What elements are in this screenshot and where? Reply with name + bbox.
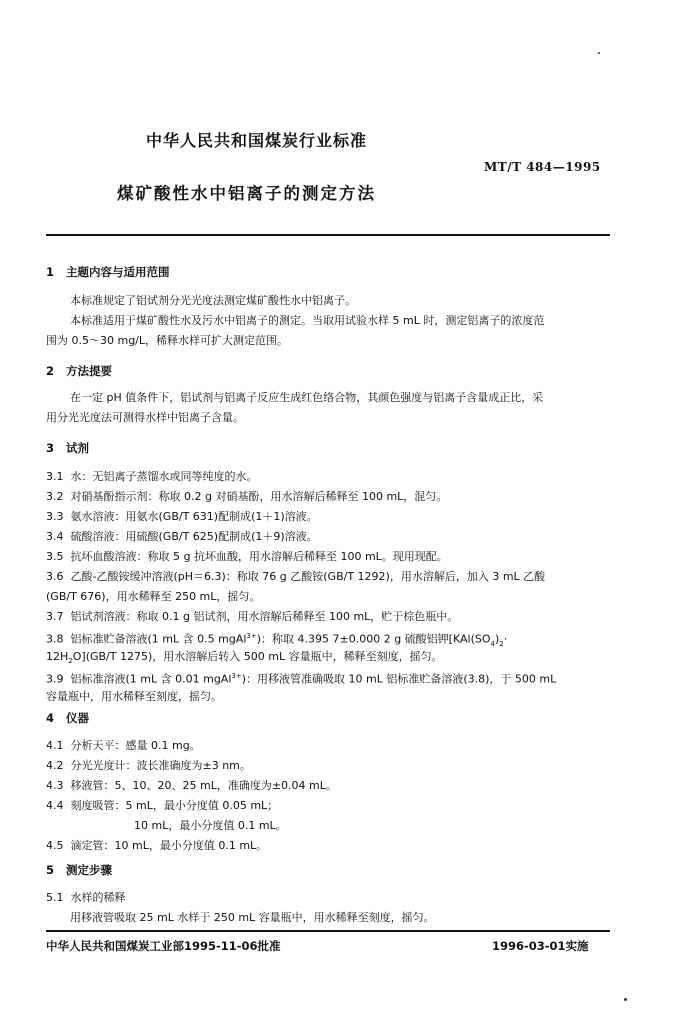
footer-rule	[46, 930, 610, 932]
clause-3-8-cont	[46, 649, 443, 669]
effective-date: 1996-03-01实施	[492, 939, 589, 953]
paragraph-cont: 用分光光度法可测得水样中铝离子含量。	[46, 411, 244, 424]
clause-number: 4.1	[46, 739, 64, 752]
clause-4-3	[46, 778, 337, 793]
clause-text: 水样的稀释	[70, 891, 126, 904]
clause-number: 3.1	[46, 470, 64, 483]
clause-text: 分光光度计：波长准确度为±3 nm。	[70, 759, 251, 772]
clause-number: 3.8	[46, 632, 64, 646]
section-number: 5	[46, 863, 55, 877]
clause-number: 4.2	[46, 759, 64, 772]
paragraph-cont: 围为 0.5～30 mg/L，稀释水样可扩大测定范围。	[46, 334, 289, 347]
clause-3-7	[46, 609, 458, 624]
section-number: 1	[46, 265, 55, 279]
clause-3-1	[46, 469, 258, 484]
clause-number: 5.1	[46, 891, 64, 904]
superscript: 3+	[231, 672, 242, 680]
clause-text: )：用移液管准确吸取 10 mL 铝标准贮备溶液(3.8)，于 500 mL	[241, 672, 557, 686]
section-title: 试剂	[66, 441, 90, 455]
superscript: 3+	[246, 632, 257, 640]
clause-number: 4.4	[46, 799, 64, 812]
clause-text: 铝标准溶液(1 mL 含 0.01 mgAl	[70, 672, 232, 686]
clause-text: 抗坏血酸溶液：称取 5 g 抗坏血酸，用水溶解后稀释至 100 mL。现用现配。	[70, 550, 448, 563]
clause-number: 3.2	[46, 490, 64, 503]
section-number: 2	[46, 364, 55, 378]
section-title: 测定步骤	[66, 863, 113, 877]
clause-text: 乙酸-乙酸铵缓冲溶液(pH＝6.3)：称取 76 g 乙酸铵(GB/T 1292)，用水溶解后，加入 3 mL 乙酸	[70, 570, 546, 583]
clause-text: 12H	[46, 650, 69, 663]
clause-text: 氨水溶液：用氨水(GB/T 631)配制成(1＋1)溶液。	[70, 510, 318, 523]
clause-3-5	[46, 549, 448, 564]
section-number: 3	[46, 441, 55, 455]
paragraph: 本标准规定了铝试剂分光光度法测定煤矿酸性水中铝离子。	[70, 294, 356, 307]
scan-speck	[598, 52, 600, 54]
clause-text: O](GB/T 1275)，用水溶解后转入 500 mL 容量瓶中，稀释至刻度，摇匀。	[72, 650, 443, 663]
paragraph: 在一定 pH 值条件下，铝试剂与铝离子反应生成红色络合物，其颜色强度与铝离子含量成正比，采	[70, 391, 544, 404]
clause-3-6	[46, 569, 545, 584]
clause-3-2	[46, 489, 447, 504]
clause-text: 分析天平：感量 0.1 mg。	[70, 739, 201, 752]
section-3-heading	[46, 440, 89, 456]
section-1-heading	[46, 264, 170, 280]
clause-number: 3.5	[46, 550, 64, 563]
clause-3-9-cont: 容量瓶中，用水稀释至刻度，摇匀。	[46, 690, 222, 703]
clause-3-9	[46, 669, 556, 687]
clause-number: 3.9	[46, 672, 64, 686]
clause-text: 硫酸溶液：用硫酸(GB/T 625)配制成(1＋9)溶液。	[70, 530, 318, 543]
clause-number: 4.3	[46, 779, 64, 792]
header-rule	[46, 234, 610, 236]
clause-3-6-cont: (GB/T 676)，用水稀释至 250 mL，摇匀。	[46, 590, 261, 603]
clause-5-1	[46, 890, 126, 905]
clause-4-4-cont: 10 mL，最小分度值 0.1 mL。	[134, 819, 287, 832]
clause-text: 滴定管：10 mL，最小分度值 0.1 mL。	[70, 839, 268, 852]
paragraph: 用移液管吸取 25 mL 水样于 250 mL 容量瓶中，用水稀释至刻度，摇匀。	[70, 911, 435, 924]
clause-text: )	[494, 632, 500, 646]
clause-3-3	[46, 509, 318, 524]
section-5-heading	[46, 862, 112, 878]
clause-3-4	[46, 529, 318, 544]
clause-text: )：称取 4.395 7±0.000 2 g 硫酸铝钾[KAl(SO	[256, 632, 491, 646]
clause-text: 铝标准贮备溶液(1 mL 含 0.5 mgAl	[70, 632, 247, 646]
subscript: 2	[499, 639, 504, 648]
clause-number: 3.3	[46, 510, 64, 523]
clause-text: 刻度吸管：5 mL，最小分度值 0.05 mL；	[70, 799, 279, 812]
clause-4-5	[46, 838, 267, 853]
scan-speck	[624, 998, 627, 1001]
clause-text: 移液管：5、10、20、25 mL，准确度为±0.04 mL。	[70, 779, 337, 792]
subscript: 2	[68, 657, 73, 666]
clause-text: 水：无铝离子蒸馏水或同等纯度的水。	[70, 470, 258, 483]
clause-number: 3.6	[46, 570, 64, 583]
clause-text: 对硝基酚指示剂：称取 0.2 g 对硝基酚，用水溶解后稀释至 100 mL，混匀。	[70, 490, 448, 503]
subscript: 4	[490, 639, 495, 648]
clause-text: ·	[503, 632, 508, 646]
section-4-heading	[46, 710, 89, 726]
org-title: 中华人民共和国煤炭行业标准	[146, 131, 368, 150]
section-title: 方法提要	[66, 364, 113, 378]
document-title: 煤矿酸性水中铝离子的测定方法	[117, 184, 376, 203]
clause-4-2	[46, 758, 251, 773]
section-title: 主题内容与适用范围	[66, 265, 170, 279]
section-2-heading	[46, 363, 112, 379]
section-title: 仪器	[66, 711, 90, 725]
section-number: 4	[46, 711, 55, 725]
paragraph: 本标准适用于煤矿酸性水及污水中铝离子的测定。当取用试验水样 5 mL 时，测定铝离子的浓度范	[70, 314, 545, 327]
clause-4-1	[46, 738, 201, 753]
clause-4-4	[46, 798, 278, 813]
clause-text: 铝试剂溶液：称取 0.1 g 铝试剂，用水溶解后稀释至 100 mL，贮于棕色瓶中。	[70, 610, 459, 623]
standard-code: MT/T 484—1995	[484, 160, 601, 174]
clause-number: 3.4	[46, 530, 64, 543]
approval-line: 中华人民共和国煤炭工业部1995-11-06批准	[46, 939, 281, 953]
clause-number: 3.7	[46, 610, 64, 623]
clause-number: 4.5	[46, 839, 64, 852]
